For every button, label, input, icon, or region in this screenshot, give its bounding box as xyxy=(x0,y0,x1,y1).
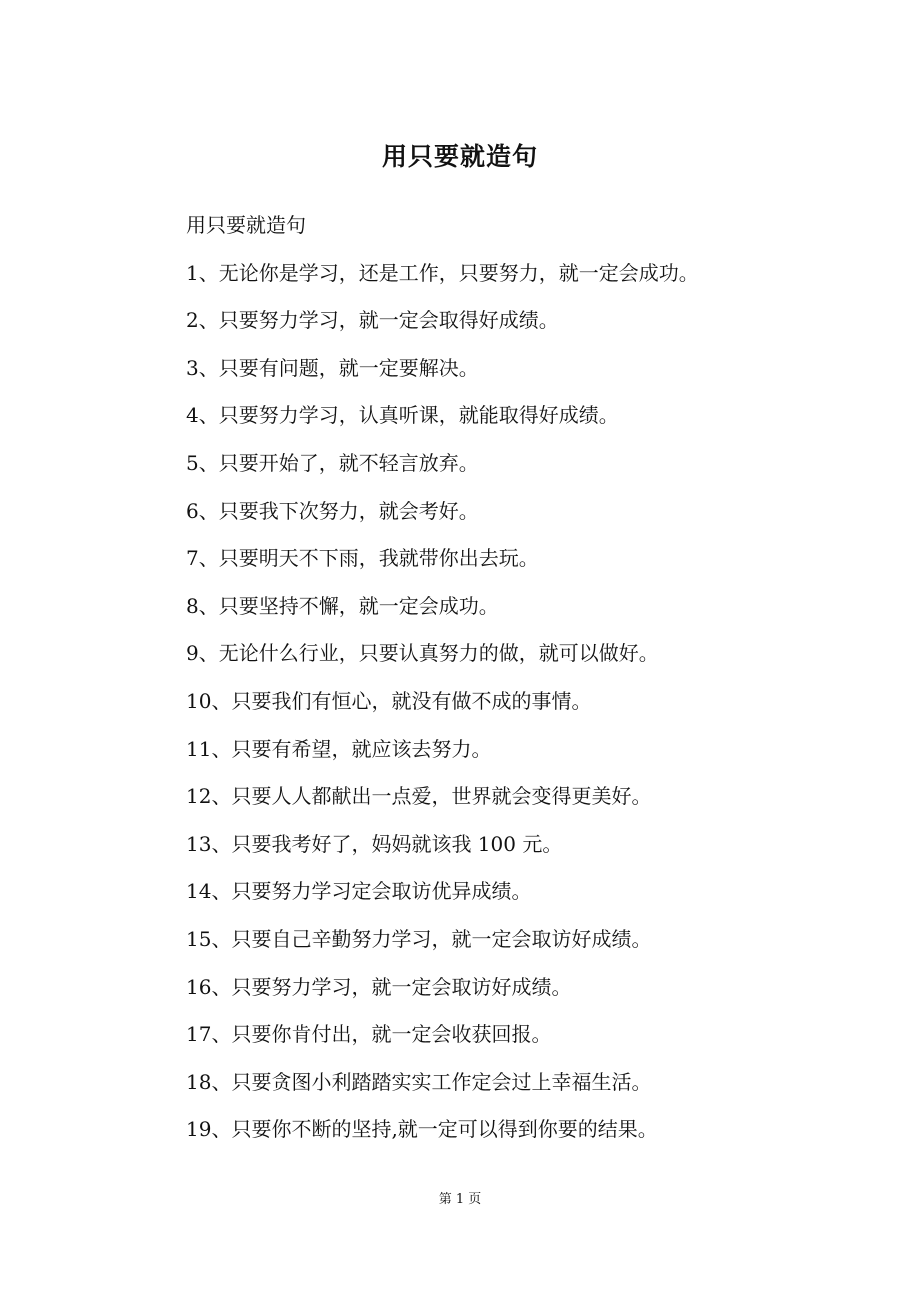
sentence-line: 6、只要我下次努力，就会考好。 xyxy=(186,498,479,523)
sentence-line: 19、只要你不断的坚持,就一定可以得到你要的结果。 xyxy=(186,1117,658,1142)
page-number: 第 1 页 xyxy=(438,1192,482,1207)
document-title: 用只要就造句 xyxy=(381,142,538,171)
sentence-line: 3、只要有问题，就一定要解决。 xyxy=(186,355,479,380)
sentence-line: 13、只要我考好了，妈妈就该我 100 元。 xyxy=(186,831,563,856)
sentence-line: 8、只要坚持不懈，就一定会成功。 xyxy=(186,593,499,618)
sentence-line: 4、只要努力学习，认真听课，就能取得好成绩。 xyxy=(186,403,619,428)
body-subtitle: 用只要就造句 xyxy=(186,213,306,237)
sentence-line: 14、只要努力学习定会取访优异成绩。 xyxy=(186,879,532,904)
sentence-line: 15、只要自己辛勤努力学习，就一定会取访好成绩。 xyxy=(186,926,652,951)
document-body xyxy=(186,208,826,1160)
sentence-line: 16、只要努力学习，就一定会取访好成绩。 xyxy=(186,974,572,999)
sentence-line: 5、只要开始了，就不轻言放弃。 xyxy=(186,450,479,475)
sentence-line: 17、只要你肯付出，就一定会收获回报。 xyxy=(186,1022,552,1047)
sentence-line: 10、只要我们有恒心，就没有做不成的事情。 xyxy=(186,688,592,713)
sentence-line: 7、只要明天不下雨，我就带你出去玩。 xyxy=(186,546,539,571)
sentence-line: 11、只要有希望，就应该去努力。 xyxy=(186,736,492,761)
sentence-line: 18、只要贪图小利踏踏实实工作定会过上幸福生活。 xyxy=(186,1069,652,1094)
sentence-line: 2、只要努力学习，就一定会取得好成绩。 xyxy=(186,308,559,333)
sentence-line: 9、无论什么行业，只要认真努力的做，就可以做好。 xyxy=(186,641,659,666)
sentence-line: 12、只要人人都献出一点爱，世界就会变得更美好。 xyxy=(186,784,652,809)
sentence-line: 1、无论你是学习，还是工作，只要努力，就一定会成功。 xyxy=(186,260,699,285)
